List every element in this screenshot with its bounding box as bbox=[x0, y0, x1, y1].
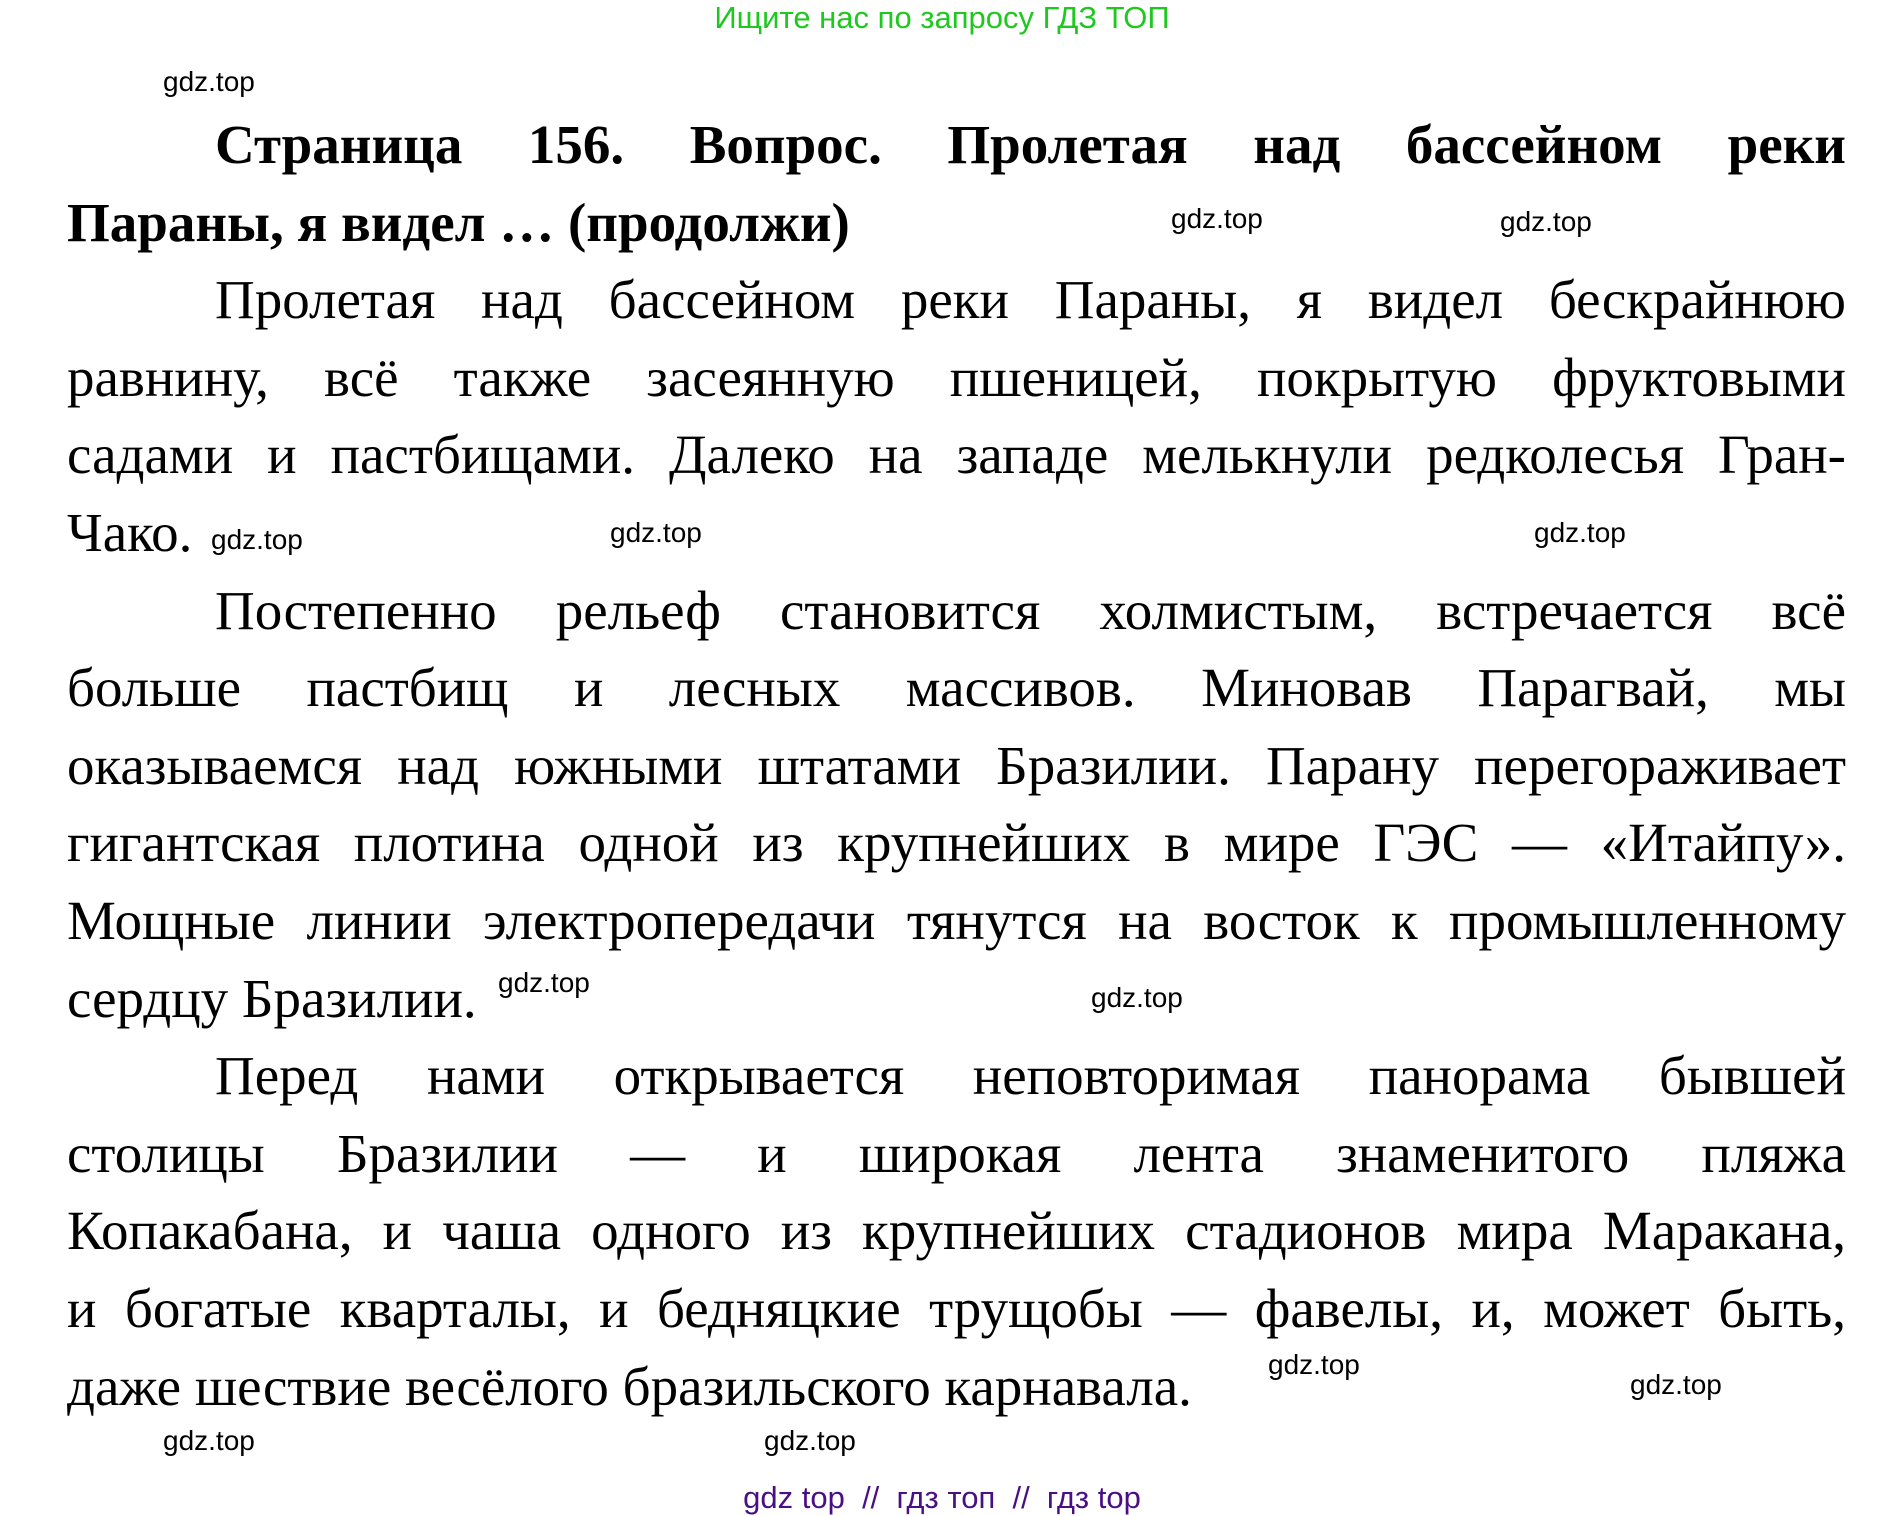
watermark: gdz.top bbox=[1500, 206, 1592, 237]
watermark: gdz.top bbox=[610, 517, 702, 548]
paragraph-line: столицы Бразилии — и широкая лента знаменитого пляжа bbox=[67, 1122, 1846, 1184]
paragraph-line: Постепенно рельеф становится холмистым, встречается всё bbox=[215, 579, 1846, 641]
watermark: gdz.top bbox=[1534, 517, 1626, 548]
paragraph-line: оказываемся над южными штатами Бразилии. Парану перегораживает bbox=[67, 734, 1846, 796]
paragraph-line: гигантская плотина одной из крупнейших в мире ГЭС — «Итайпу». bbox=[67, 812, 1846, 874]
watermark: gdz.top bbox=[163, 66, 255, 97]
heading-line: Параны, я видел … (продолжи) bbox=[67, 191, 850, 253]
paragraph-line: и богатые кварталы, и бедняцкие трущобы — фавелы, и, может быть, bbox=[67, 1277, 1846, 1339]
footer-banner: gdz top // гдз топ // гдз top bbox=[743, 1480, 1141, 1515]
paragraph-line: Мощные линии электропередачи тянутся на восток к промышленному bbox=[67, 889, 1846, 951]
watermark: gdz.top bbox=[1630, 1369, 1722, 1400]
paragraph-line: сердцу Бразилии. bbox=[67, 967, 477, 1029]
paragraph-line: равнину, всё также засеянную пшеницей, покрытую фруктовыми bbox=[67, 346, 1846, 408]
paragraph-line: садами и пастбищами. Далеко на западе мелькнули редколесья Гран- bbox=[67, 424, 1846, 486]
paragraph-line: Перед нами открывается неповторимая панорама бывшей bbox=[215, 1045, 1846, 1107]
paragraph-line: Чако. bbox=[67, 501, 193, 563]
watermark: gdz.top bbox=[764, 1425, 856, 1456]
watermark: gdz.top bbox=[498, 967, 590, 998]
search-banner: Ищите нас по запросу ГДЗ ТОП bbox=[714, 0, 1170, 35]
watermark: gdz.top bbox=[1268, 1349, 1360, 1380]
watermark: gdz.top bbox=[1091, 982, 1183, 1013]
document-body bbox=[67, 106, 1846, 1425]
watermark: gdz.top bbox=[1171, 203, 1263, 234]
paragraph-line: Пролетая над бассейном реки Параны, я видел бескрайнюю bbox=[215, 269, 1846, 331]
watermark: gdz.top bbox=[211, 524, 303, 555]
heading-line: Страница 156. Вопрос. Пролетая над бассейном реки bbox=[215, 114, 1846, 175]
paragraph-line: Копакабана, и чаша одного из крупнейших стадионов мира Маракана, bbox=[67, 1200, 1846, 1262]
paragraph-line: больше пастбищ и лесных массивов. Миновав Парагвай, мы bbox=[67, 657, 1846, 719]
paragraph-line: даже шествие весёлого бразильского карнавала. bbox=[67, 1355, 1192, 1417]
watermark: gdz.top bbox=[163, 1425, 255, 1456]
